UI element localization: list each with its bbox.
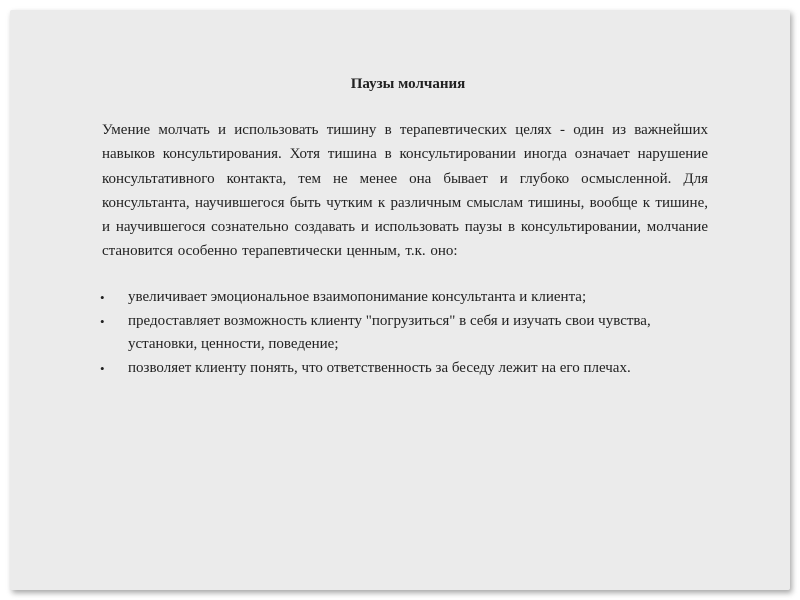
- bullet-text: предоставляет возможность клиенту "погрузиться" в себя и изучать свои чувства, установки, ценности, поведение;: [128, 312, 651, 353]
- slide-content: [90, 72, 708, 380]
- bullet-text: позволяет клиенту понять, что ответственность за беседу лежит на его плечах.: [128, 359, 631, 376]
- bullet-item: [90, 310, 708, 357]
- slide: [10, 10, 790, 590]
- bullet-text: увеличивает эмоциональное взаимопонимание консультанта и клиента;: [128, 289, 587, 306]
- bullet-item: [90, 286, 708, 309]
- bullet-list: [90, 286, 708, 380]
- slide-title: Паузы молчания: [350, 76, 466, 92]
- bullet-item: [90, 357, 708, 380]
- bullet-icon: •: [100, 290, 105, 306]
- bullet-icon: •: [100, 313, 105, 329]
- bullet-icon: •: [100, 360, 105, 376]
- body-paragraph: Умение молчать и использовать тишину в терапевтических целях - один из важнейших навыков консультирования. Хотя тишина в консультировании иногда означает нарушение консультативного контакта, тем не менее она бывает и глубоко осмысленной. Для консультанта, научившегося быть чутким к различным смыслам тишины, вообще к тишине, и научившегося сознательно создавать и использовать паузы в консультировании, молчание становится особенно терапевтически ценным, т.к. оно:: [102, 122, 708, 260]
